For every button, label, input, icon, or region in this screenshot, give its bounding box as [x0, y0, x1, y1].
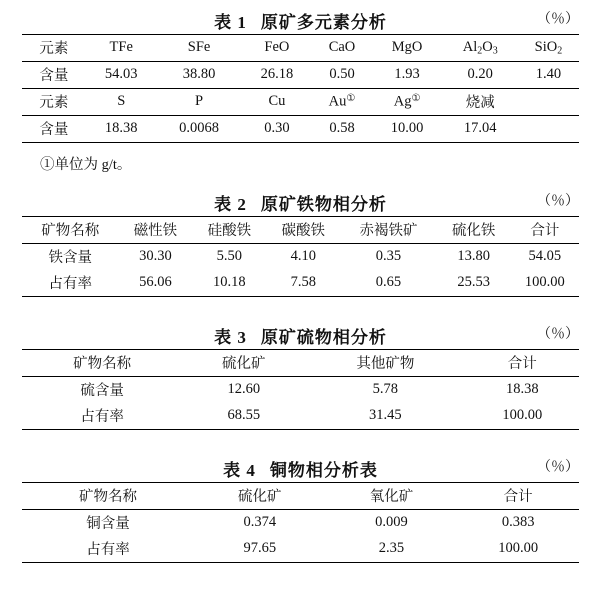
table-2-title: 原矿铁物相分析	[260, 195, 387, 214]
cell-value: 0.374	[243, 514, 277, 530]
table-2-block	[22, 190, 579, 297]
table-row	[22, 270, 579, 297]
cell-sulfide-iron-header: 硫化铁	[437, 217, 511, 244]
cell-cao-value: 0.50	[312, 62, 371, 89]
cell-content-label-2: 含量	[22, 116, 86, 143]
cell-empty-value	[518, 116, 579, 143]
cell-mgo-header: MgO	[372, 35, 443, 62]
table-3-title: 原矿硫物相分析	[260, 328, 387, 347]
table-1-unit: （％）	[537, 12, 579, 27]
table-row	[22, 536, 579, 563]
cell-other-minerals-header: 其他矿物	[305, 350, 465, 377]
cell-value: 10.18	[192, 270, 266, 297]
cell-value: 100.00	[466, 403, 580, 430]
cell-value: 7.58	[266, 270, 340, 297]
table-row	[22, 217, 579, 244]
cell-value: 68.55	[182, 403, 305, 430]
table-row	[22, 35, 579, 62]
table-row	[22, 62, 579, 89]
footnote: ①单位为 g/t。	[40, 157, 132, 173]
cell-au-value: 0.58	[312, 116, 371, 143]
cell-silicate-iron-header: 硅酸铁	[192, 217, 266, 244]
cell-cu-header: Cu	[241, 89, 312, 116]
cell-value: 100.00	[457, 536, 579, 563]
cell-value: 54.05	[528, 248, 562, 264]
cell-occupancy-label: 占有率	[22, 403, 182, 430]
cell-cao-header: CaO	[312, 35, 371, 62]
cell-sfe-header: SFe	[157, 35, 242, 62]
cell-value: 25.53	[437, 270, 511, 297]
cell-value: 56.06	[118, 270, 192, 297]
cell-feo-value: 26.18	[241, 62, 312, 89]
table-1-block	[22, 8, 579, 143]
table-row	[22, 510, 579, 537]
table-row	[22, 116, 579, 143]
cell-element-label-2: 元素	[22, 89, 86, 116]
table-2-number: 表 2	[214, 195, 247, 214]
table-1-number: 表 1	[214, 13, 247, 32]
spacer	[0, 297, 601, 323]
cell-ag-value: 10.00	[372, 116, 443, 143]
cell-tfe-header: TFe	[86, 35, 157, 62]
cell-value: 100.00	[511, 270, 579, 297]
cell-value: 0.383	[501, 514, 535, 530]
table-4-unit: （％）	[537, 460, 579, 475]
spacer	[0, 430, 601, 456]
cell-oxide-ore-header: 氧化矿	[326, 483, 458, 510]
cell-al2o3-header: $Al_2O_3$	[443, 35, 518, 62]
table-row	[22, 483, 579, 510]
spacer	[0, 174, 601, 190]
cell-value: 13.80	[457, 248, 490, 264]
cell-s-header: S	[86, 89, 157, 116]
table-2-unit: （％）	[537, 194, 579, 209]
table-1-caption	[22, 8, 579, 34]
table-row	[22, 350, 579, 377]
cell-iron-content-label: 铁含量	[48, 250, 92, 266]
cell-sio2-value: 1.40	[518, 62, 579, 89]
table-row	[22, 377, 579, 404]
table-1-caption-text	[214, 8, 387, 33]
table-4-number: 表 4	[223, 461, 256, 480]
cell-sulfur-content-label: 硫含量	[80, 383, 124, 399]
table-2-caption-text	[214, 190, 387, 215]
cell-mineral-name-header: 矿物名称	[22, 350, 182, 377]
cell-value: 0.65	[340, 270, 436, 297]
table-4	[22, 482, 579, 563]
cell-al2o3-value: 0.20	[443, 62, 518, 89]
table-1	[22, 34, 579, 143]
cell-value: 12.60	[227, 381, 261, 397]
cell-feo-header: FeO	[241, 35, 312, 62]
cell-content-label-1: 含量	[22, 62, 86, 89]
table-row	[22, 403, 579, 430]
cell-p-header: P	[157, 89, 242, 116]
table-4-caption-text	[223, 456, 378, 481]
cell-loss-header: 烧减	[443, 89, 518, 116]
table-2-caption	[22, 190, 579, 216]
cell-element-label-1: 元素	[22, 35, 86, 62]
cell-value: 31.45	[305, 403, 465, 430]
cell-tfe-value: 54.03	[86, 62, 157, 89]
table-3-block	[22, 323, 579, 430]
cell-mineral-name-header: 矿物名称	[22, 217, 118, 244]
cell-sfe-value: 38.80	[157, 62, 242, 89]
cell-mgo-value: 1.93	[372, 62, 443, 89]
cell-occupancy-label: 占有率	[22, 536, 194, 563]
table-3	[22, 349, 579, 430]
table-row	[22, 89, 579, 116]
cell-empty-header	[518, 89, 579, 116]
cell-total-header: 合计	[457, 483, 579, 510]
cell-magnetic-iron-header: 磁性铁	[118, 217, 192, 244]
cell-value: 97.65	[194, 536, 326, 563]
cell-value: 5.78	[372, 381, 399, 397]
cell-total-header: 合计	[511, 217, 579, 244]
cell-value: 5.50	[216, 248, 243, 264]
cell-total-header: 合计	[466, 350, 580, 377]
cell-occupancy-label: 占有率	[22, 270, 118, 297]
cell-loss-value: 17.04	[443, 116, 518, 143]
cell-value: 2.35	[326, 536, 458, 563]
cell-value: 18.38	[505, 381, 539, 397]
cell-copper-content-label: 铜含量	[86, 516, 130, 532]
table-2	[22, 216, 579, 297]
cell-sulfide-ore-header: 硫化矿	[194, 483, 326, 510]
table-3-caption	[22, 323, 579, 349]
table-1-title: 原矿多元素分析	[260, 13, 387, 32]
cell-value: 0.35	[375, 248, 402, 264]
cell-ag-header: Ag①	[372, 89, 443, 116]
table-4-block	[22, 456, 579, 563]
cell-au-header: Au①	[312, 89, 371, 116]
cell-mineral-name-header: 矿物名称	[22, 483, 194, 510]
cell-sio2-header: SiO$_2$	[518, 35, 579, 62]
cell-s-value: 18.38	[86, 116, 157, 143]
cell-limonite-header: 赤褐铁矿	[340, 217, 436, 244]
table-3-unit: （％）	[537, 327, 579, 342]
cell-value: 30.30	[139, 248, 172, 264]
spacer	[0, 0, 601, 8]
table-3-caption-text	[214, 323, 387, 348]
table-4-title: 铜物相分析表	[269, 461, 378, 480]
table-4-caption	[22, 456, 579, 482]
cell-sulfide-ore-header: 硫化矿	[182, 350, 305, 377]
cell-value: 0.009	[375, 514, 408, 530]
cell-cu-value: 0.30	[241, 116, 312, 143]
cell-value: 4.10	[290, 248, 316, 264]
table-3-number: 表 3	[214, 328, 247, 347]
table-row	[22, 244, 579, 271]
cell-carbonate-iron-header: 碳酸铁	[266, 217, 340, 244]
cell-p-value: 0.0068	[157, 116, 242, 143]
